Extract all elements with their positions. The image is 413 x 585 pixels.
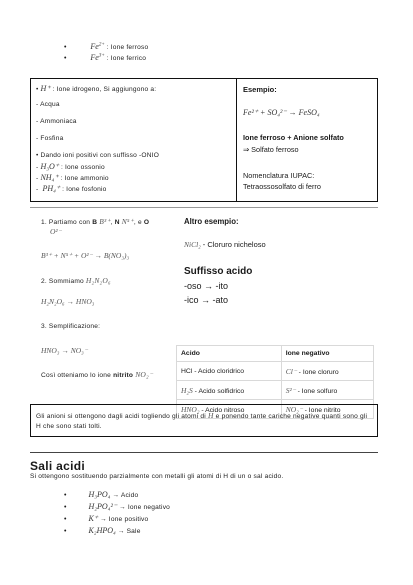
sali-item: • K₂HPO₄ → Sale bbox=[64, 526, 141, 535]
top-list-item-ferroso bbox=[64, 42, 148, 51]
step-2-equation: H₂N₂O₆ → HNO₃ bbox=[41, 297, 95, 306]
onio-item-ossonio: - H₃O⁺ : Ione ossonio bbox=[36, 162, 105, 171]
step-3: 3. Semplificazione: bbox=[41, 323, 101, 330]
cell-ion: Cl⁻ - Ione cloruro bbox=[281, 362, 373, 381]
onio-item-fosfonio: - PH₄⁺ : Ione fosfonio bbox=[36, 184, 107, 193]
bullet: • bbox=[64, 44, 67, 51]
onio-line: • Dando ioni positivi con suffisso -ONIO bbox=[36, 152, 160, 159]
h-ion-line: • H⁺ : Ione idrogeno, Si aggiungono a: bbox=[36, 84, 157, 93]
anion-note: Gli anioni si ottengono dagli acidi togliendo gli atomi di H e ponendo tante cariche negative quanti sono gli H che sono stati tolti. bbox=[36, 411, 368, 430]
onio-item-ammonio: - NH₄⁺ : Ione ammonio bbox=[36, 173, 109, 182]
section-divider bbox=[30, 207, 378, 208]
step-3-equation: HNO₃ → NO₃⁻ bbox=[41, 346, 88, 355]
sali-item: • H₃PO₄ → Acido bbox=[64, 490, 139, 499]
step-1-equation: B³⁺ + N⁵⁺ + O²⁻ → B(NO₃)₃ bbox=[41, 251, 130, 260]
example-bold-line: Ione ferroso + Anione solfato bbox=[243, 133, 344, 142]
cell-ion: S²⁻ - Ione solfuro bbox=[281, 381, 373, 400]
header-ione-negativo: Ione negativo bbox=[281, 346, 373, 362]
sali-text: Si ottengono sostituendo parzialmente con metalli gli atomi di H di un o sal acido. bbox=[30, 473, 284, 480]
acid-table-header bbox=[177, 346, 374, 362]
step-1: 1. Partiamo con B B³⁺, N N⁵⁺, e O bbox=[41, 217, 150, 226]
suffix-oso: -oso → -ito bbox=[184, 281, 229, 291]
item-fosfina: - Fosfina bbox=[36, 135, 64, 142]
sali-item: • H₂PO₄²⁻ → Ione negativo bbox=[64, 502, 171, 511]
iupac-value: Tetraossosolfato di ferro bbox=[243, 182, 321, 191]
bullet: • bbox=[64, 55, 67, 62]
cell-ion: NO₂⁻ - Ione nitrito bbox=[281, 400, 373, 419]
example-arrow-line: ⇒ Solfato ferroso bbox=[243, 145, 299, 154]
table-row bbox=[177, 362, 374, 381]
iupac-label: Nomenclatura IUPAC: bbox=[243, 171, 315, 180]
example-title: Esempio: bbox=[243, 85, 277, 94]
header-acido: Acido bbox=[177, 346, 282, 362]
example-equation: Fe²⁺ + SO₄²⁻ → FeSO₄ bbox=[243, 108, 320, 117]
item-acqua: - Acqua bbox=[36, 101, 60, 108]
sali-divider bbox=[30, 452, 378, 453]
nicl2-line: NiCl₂ - Cloruro nicheloso bbox=[184, 240, 266, 249]
formula-fe2: $Fe^{2+}$ bbox=[90, 42, 105, 51]
formula-fe3: $Fe^{3+}$ bbox=[90, 53, 105, 62]
suffix-title: Suffisso acido bbox=[184, 266, 253, 277]
step-1-o-charge: O²⁻ bbox=[50, 227, 62, 236]
cell-acid: HNO₂ - Acido nitroso bbox=[177, 400, 282, 419]
label-ione-ferrico: : Ione ferrico bbox=[106, 55, 147, 62]
suffix-ico: -ico → -ato bbox=[184, 295, 229, 305]
table-row bbox=[177, 381, 374, 400]
cell-acid: HCl - Acido cloridrico bbox=[177, 362, 282, 381]
step-2: 2. Sommiamo H₂N₂O₆ bbox=[41, 276, 111, 285]
label-ione-ferroso: : Ione ferroso bbox=[106, 44, 149, 51]
sali-item: • K⁺ → Ione positivo bbox=[64, 514, 149, 523]
sali-heading: Sali acidi bbox=[30, 459, 86, 473]
item-ammoniaca: - Ammoniaca bbox=[36, 118, 77, 125]
top-list-item-ferrico bbox=[64, 53, 146, 62]
ion-box-divider bbox=[236, 79, 237, 201]
cell-acid: H₂S - Acido solfidrico bbox=[177, 381, 282, 400]
step-3-conclusion: Così otteniamo lo ione nitrito NO₂⁻ bbox=[41, 370, 153, 379]
other-example-title: Altro esempio: bbox=[184, 217, 239, 226]
